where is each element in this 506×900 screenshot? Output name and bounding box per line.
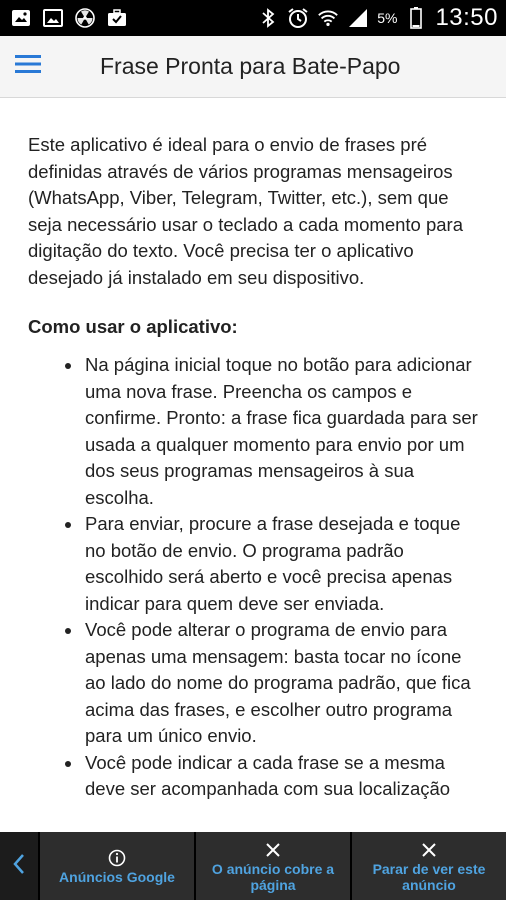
- list-item: Na página inicial toque no botão para adicionar uma nova frase. Preencha os campos e confirme. Pronto: a frase fica guardada para ser usada a qualquer momento para envio por um dos seus programas mensageiros à sua escolha.: [85, 352, 478, 511]
- page-title: Frase Pronta para Bate-Papo: [100, 53, 401, 79]
- image-icon: [42, 8, 64, 28]
- hamburger-menu-icon: [15, 54, 41, 79]
- stop-ad-label: Parar de ver este anúncio: [372, 861, 486, 893]
- intro-paragraph: Este aplicativo é ideal para o envio de frases pré definidas através de vários programas mensageiros (WhatsApp, Viber, Telegram, Twitter, etc.), sem que seja necessário usar o teclado a cada momento para digitação do texto. Você precisa ter o aplicativo desejado já instalado em seu dispositivo.: [28, 134, 464, 288]
- wifi-icon: [317, 8, 339, 28]
- howto-heading: Como usar o aplicativo:: [28, 316, 238, 337]
- alarm-icon: [287, 8, 309, 28]
- radiation-icon: [74, 8, 96, 28]
- status-bar-system: [257, 4, 506, 32]
- list-item: Para enviar, procure a frase desejada e toque no botão de envio. O programa padrão escolhido será aberto e você precisa apenas indicar para quem deve ser enviada.: [85, 511, 478, 617]
- help-content[interactable]: [0, 98, 506, 832]
- ad-bar: [0, 832, 506, 900]
- stop-ad-button[interactable]: [352, 832, 506, 900]
- list-item: Você pode indicar a cada frase se a mesma deve ser acompanhada com sua localização: [85, 750, 478, 803]
- close-icon: [421, 839, 437, 861]
- list-item: Você pode alterar o programa de envio para apenas uma mensagem: basta tocar no ícone ao lado do nome do programa padrão, que fica acima das frases, e escolher outro programa para um único envio.: [85, 617, 478, 750]
- battery-icon: [405, 8, 427, 28]
- app-bar: [0, 36, 506, 98]
- ad-covers-page-button[interactable]: [196, 832, 352, 900]
- google-ads-label: Anúncios Google: [59, 869, 175, 885]
- google-ads-button[interactable]: [40, 832, 196, 900]
- gallery-icon: [10, 8, 32, 28]
- ad-back-button[interactable]: [0, 832, 40, 900]
- ad-covers-page-label: O anúncio cobre a página: [211, 861, 335, 893]
- bluetooth-icon: [257, 8, 279, 28]
- info-icon: [108, 847, 126, 869]
- battery-percent: 5%: [377, 10, 398, 26]
- signal-icon: [347, 8, 369, 28]
- status-bar-notifications: [0, 8, 128, 28]
- briefcase-check-icon: [106, 8, 128, 28]
- chevron-left-icon: [12, 852, 26, 881]
- menu-button[interactable]: [0, 36, 56, 98]
- clock: 13:50: [435, 4, 498, 31]
- instructions-list: [28, 352, 478, 803]
- status-bar: [0, 0, 506, 36]
- close-icon: [265, 839, 281, 861]
